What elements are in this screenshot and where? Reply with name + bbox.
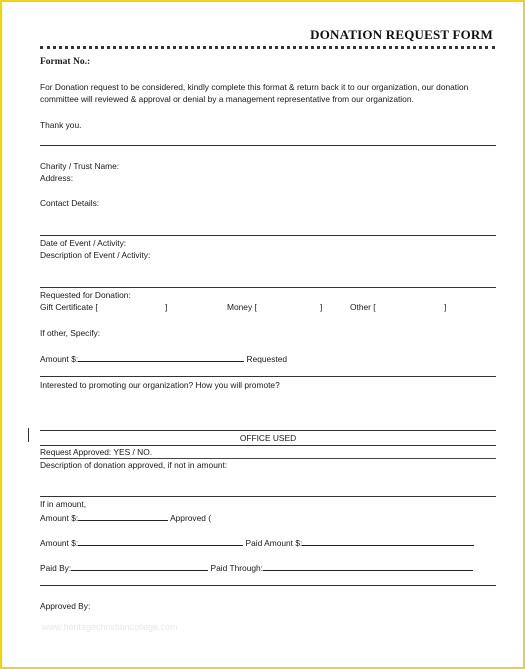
paid-amount-label: Paid Amount $: xyxy=(245,538,303,548)
if-other-label: If other, Specify: xyxy=(40,328,101,338)
approved-paren-label: Approved ( xyxy=(170,513,212,523)
gift-bracket-close: ] xyxy=(165,302,168,312)
promote-question-label: Interested to promoting our organization? How you will promote? xyxy=(40,380,280,390)
other-bracket-close: ] xyxy=(444,302,447,312)
text-cursor xyxy=(28,428,29,442)
form-title: DONATION REQUEST FORM xyxy=(310,27,493,42)
approved-amount-label: Amount $: xyxy=(40,513,79,523)
title-dotted-rule xyxy=(40,46,495,49)
charity-name-label: Charity / Trust Name: xyxy=(40,161,120,171)
event-date-label: Date of Event / Activity: xyxy=(40,238,127,248)
requested-label: Requested xyxy=(246,354,288,364)
watermark: www.heritagechristiancollege.com xyxy=(42,622,178,632)
money-bracket-close: ] xyxy=(320,302,323,312)
approved-amount-blank[interactable] xyxy=(78,512,168,521)
amount-label-2: Amount $: xyxy=(40,538,79,548)
divider-7 xyxy=(40,585,496,586)
thank-you-text: Thank you. xyxy=(40,120,82,130)
format-no-label: Format No.: xyxy=(40,57,91,67)
paid-amount-blank[interactable] xyxy=(302,537,474,546)
if-in-amount-label: If in amount, xyxy=(40,499,87,509)
office-used-header: OFFICE USED xyxy=(40,430,496,446)
amount-requested-row xyxy=(40,353,287,366)
divider-6 xyxy=(40,496,496,497)
amount-blank-2[interactable] xyxy=(78,537,243,546)
event-description-label: Description of Event / Activity: xyxy=(40,250,151,260)
money-label: Money [ xyxy=(227,302,257,312)
intro-paragraph: For Donation request to be considered, kindly complete this format & return back it to our organization, our donation committee will reviewed & approval or denial by a management representative from our organization. xyxy=(40,82,469,104)
divider-5 xyxy=(40,458,496,459)
approved-by-label: Approved By: xyxy=(40,601,91,611)
contact-details-label: Contact Details: xyxy=(40,198,100,208)
address-label: Address: xyxy=(40,173,74,183)
requested-for-label: Requested for Donation: xyxy=(40,290,131,300)
divider-1 xyxy=(40,145,496,146)
request-approved-label: Request Approved: YES / NO. xyxy=(40,447,153,457)
paid-through-label: Paid Through: xyxy=(210,563,263,573)
approved-description-label: Description of donation approved, if not in amount: xyxy=(40,460,228,470)
paid-by-row xyxy=(40,562,473,575)
divider-2 xyxy=(40,235,496,236)
paid-through-blank[interactable] xyxy=(263,562,473,571)
amount-label: Amount $: xyxy=(40,354,79,364)
divider-4 xyxy=(40,376,496,377)
other-label: Other [ xyxy=(350,302,376,312)
divider-3 xyxy=(40,287,496,288)
gift-certificate-label: Gift Certificate [ xyxy=(40,302,98,312)
paid-by-label: Paid By: xyxy=(40,563,72,573)
approved-amount-row xyxy=(40,512,211,525)
paid-amount-row xyxy=(40,537,474,550)
paid-by-blank[interactable] xyxy=(71,562,208,571)
amount-requested-blank[interactable] xyxy=(78,353,244,362)
